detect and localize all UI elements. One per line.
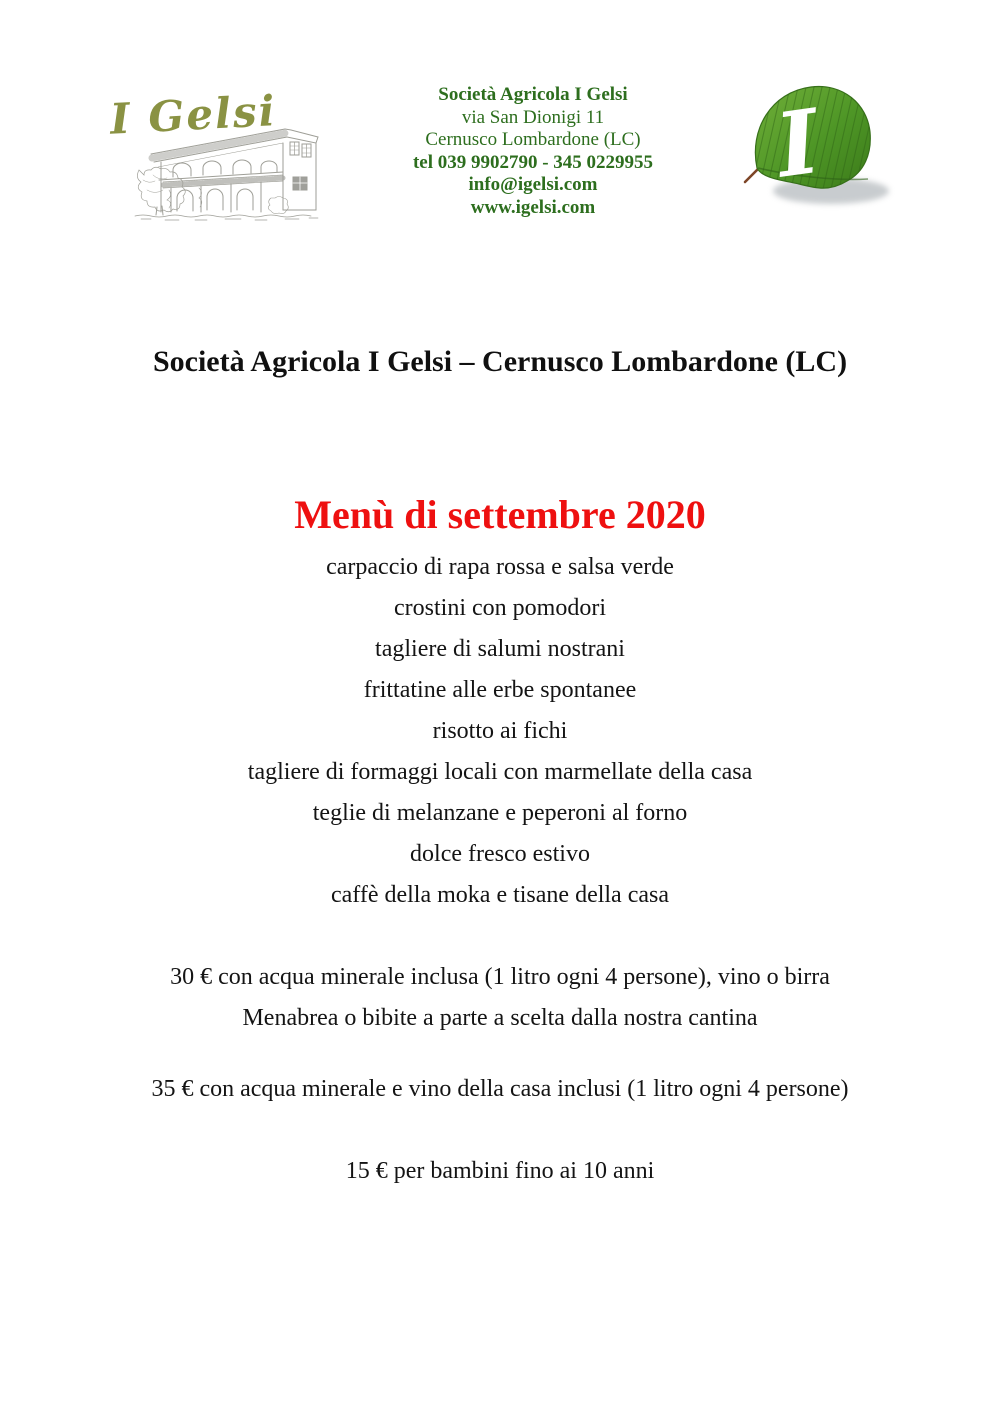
menu-item: crostini con pomodori <box>394 595 606 621</box>
menu-item: tagliere di salumi nostrani <box>375 636 625 662</box>
farmhouse-sketch-illustration <box>133 120 323 222</box>
contact-city: Cernusco Lombardone (LC) <box>425 129 641 150</box>
leaf-letter: I <box>770 88 826 198</box>
menu-item: dolce fresco estivo <box>410 841 590 867</box>
menu-list <box>0 547 1000 916</box>
menu-item: teglie di melanzane e peperoni al forno <box>312 800 688 826</box>
price-option-kids-15 <box>0 1151 1000 1192</box>
price-line: 35 € con acqua minerale e vino della casa inclusi (1 litro ogni 4 persone) <box>151 1076 849 1102</box>
contact-website: www.igelsi.com <box>470 196 596 218</box>
price-line: 30 € con acqua minerale inclusa (1 litro ogni 4 persone), vino o birra <box>170 964 830 990</box>
menu-item: risotto ai fichi <box>432 718 568 744</box>
menu-item: carpaccio di rapa rossa e salsa verde <box>326 554 674 580</box>
price-option-adult-30 <box>0 957 1000 1039</box>
leaf-logo-icon <box>743 80 903 215</box>
price-option-adult-35 <box>0 1069 1000 1110</box>
brand-logo-text: I Gelsi <box>108 86 278 144</box>
menu-item: frittatine alle erbe spontanee <box>363 677 637 703</box>
menu-item: tagliere di formaggi locali con marmellate della casa <box>247 759 753 785</box>
contact-email: info@igelsi.com <box>468 174 598 195</box>
document-title: Società Agricola I Gelsi – Cernusco Lombardone (LC) <box>152 345 848 379</box>
contact-company-name: Società Agricola I Gelsi <box>438 84 628 105</box>
menu-item: caffè della moka e tisane della casa <box>330 882 670 908</box>
letterhead-contact-block <box>368 84 698 219</box>
price-line: 15 € per bambini fino ai 10 anni <box>345 1158 655 1184</box>
contact-phone: tel 039 9902790 - 345 0229955 <box>412 151 654 173</box>
menu-title: Menù di settembre 2020 <box>294 492 706 538</box>
price-line: Menabrea o bibite a parte a scelta dalla nostra cantina <box>242 1005 758 1031</box>
contact-street: via San Dionigi 11 <box>461 106 605 128</box>
